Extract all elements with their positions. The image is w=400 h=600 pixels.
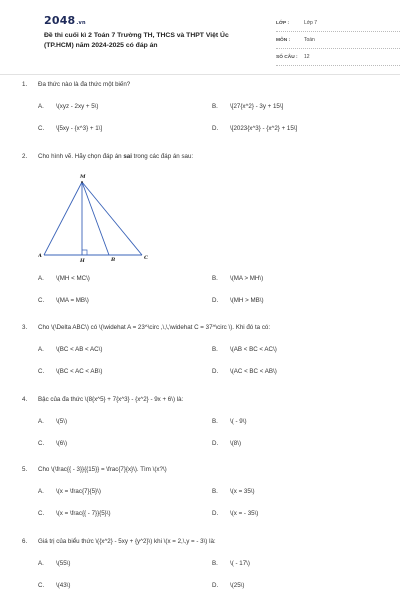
option-c[interactable]: C. \(6\): [38, 440, 68, 447]
exam-meta: [276, 15, 400, 66]
option-d[interactable]: D. \(MH > MB\): [212, 297, 264, 304]
question-5: 5. Cho \(\frac{{ - 3}}{{15}} = \frac{7}{x}\). Tìm \(x?\) A. \(x = \frac{7}{5}\) B. \(x = 35\) C. \(x = \frac{{ - 7}}{5}\) D. \(x = - 35\): [22, 466, 259, 517]
option-b[interactable]: B. \(x = 35\): [212, 488, 255, 495]
header-divider: [0, 74, 400, 75]
option-a[interactable]: A. \(xyz - 2xy + 5\): [38, 103, 99, 110]
question-text: Cho hình vẽ. Hãy chọn đáp án sai trong các đáp án sau:: [38, 153, 194, 160]
option-a[interactable]: A. \(MH < MC\): [38, 275, 90, 282]
question-text: Giá trị của biểu thức \({x^2} - 5xy + {y^2}\) khi \(x = 2,\,y = - 3\) là:: [38, 538, 216, 545]
question-6: 6. Giá trị của biểu thức \({x^2} - 5xy + {y^2}\) khi \(x = 2,\,y = - 3\) là: A. \(55\) B. \( - 17\) C. \(43\) D. \(25\): [22, 538, 250, 589]
option-d[interactable]: D. \(8\): [212, 440, 242, 447]
triangle-figure: [38, 170, 158, 265]
label-a: A: [38, 253, 42, 259]
question-text: Đa thức nào là đa thức một biến?: [38, 81, 131, 88]
question-4: 4. Bậc của đa thức \(8{x^5} + 7{x^3} - {x^2} - 9x + 6\) là: A. \(5\) B. \( - 9\) C. \(6\) D. \(8\): [22, 396, 247, 447]
label-m: M: [80, 174, 86, 180]
question-1: 1. Đa thức nào là đa thức một biến? A. \(xyz - 2xy + 5\) B. \[27{x^2} - 3y + 15\] C. \[5xy - {x^3} + 1\] D. \[2023{x^3} - {x^2} + 15\]: [22, 81, 298, 132]
label-b: B: [111, 257, 116, 263]
option-a[interactable]: A. \(55\): [38, 560, 71, 567]
option-a[interactable]: A. \(x = \frac{7}{5}\): [38, 488, 101, 495]
meta-subject: MÔN : Toán: [276, 32, 400, 49]
meta-count: SỐ CÂU : 12: [276, 49, 400, 66]
question-text: Cho \(\Delta ABC\) có \(\widehat A = 23^\circ ,\,\,\widehat C = 37^\circ \). Khi đó ta có:: [38, 324, 271, 331]
option-d[interactable]: D. \(AC < BC < AB\): [212, 368, 277, 375]
label-c: C: [144, 255, 148, 261]
option-b[interactable]: B. \( - 17\): [212, 560, 250, 567]
option-a[interactable]: A. \(BC < AB < AC\): [38, 346, 103, 353]
option-b[interactable]: B. \( - 9\): [212, 418, 247, 425]
question-text: Cho \(\frac{{ - 3}}{{15}} = \frac{7}{x}\). Tìm \(x?\): [38, 466, 167, 473]
label-h: H: [80, 258, 85, 264]
option-c[interactable]: C. \(43\): [38, 582, 71, 589]
question-3: 3. Cho \(\Delta ABC\) có \(\widehat A = 23^\circ ,\,\,\widehat C = 37^\circ \). Khi đó ta có: A. \(BC < AB < AC\) B. \(AB < BC < AC\) C. \(BC < AC < AB\) D. \(AC < BC < AB\): [22, 324, 277, 375]
option-d[interactable]: D. \(x = - 35\): [212, 510, 259, 517]
question-2: 2. Cho hình vẽ. Hãy chọn đáp án sai trong các đáp án sau:: [22, 153, 194, 160]
site-logo[interactable]: 2048.vn: [44, 14, 86, 27]
question-2-options: [22, 275, 378, 305]
exam-header: [22, 0, 378, 68]
meta-class: LỚP : Lớp 7: [276, 15, 400, 32]
question-text: Bậc của đa thức \(8{x^5} + 7{x^3} - {x^2} - 9x + 6\) là:: [38, 396, 184, 403]
option-d[interactable]: D. \(25\): [212, 582, 245, 589]
option-b[interactable]: B. \(AB < BC < AC\): [212, 346, 277, 353]
option-b[interactable]: B. \(MA > MH\): [212, 275, 264, 282]
option-c[interactable]: C. \[5xy - {x^3} + 1\]: [38, 125, 103, 132]
exam-title: Đề thi cuối kì 2 Toán 7 Trường TH, THCS và THPT Việt Úc (TP.HCM) năm 2024-2025 có đáp án: [44, 32, 229, 49]
option-d[interactable]: D. \[2023{x^3} - {x^2} + 15\]: [212, 125, 298, 132]
option-c[interactable]: C. \(BC < AC < AB\): [38, 368, 103, 375]
option-c[interactable]: C. \(x = \frac{{ - 7}}{5}\): [38, 510, 111, 517]
option-b[interactable]: B. \[27{x^2} - 3y + 15\]: [212, 103, 284, 110]
option-c[interactable]: C. \(MA = MB\): [38, 297, 89, 304]
option-a[interactable]: A. \(5\): [38, 418, 68, 425]
